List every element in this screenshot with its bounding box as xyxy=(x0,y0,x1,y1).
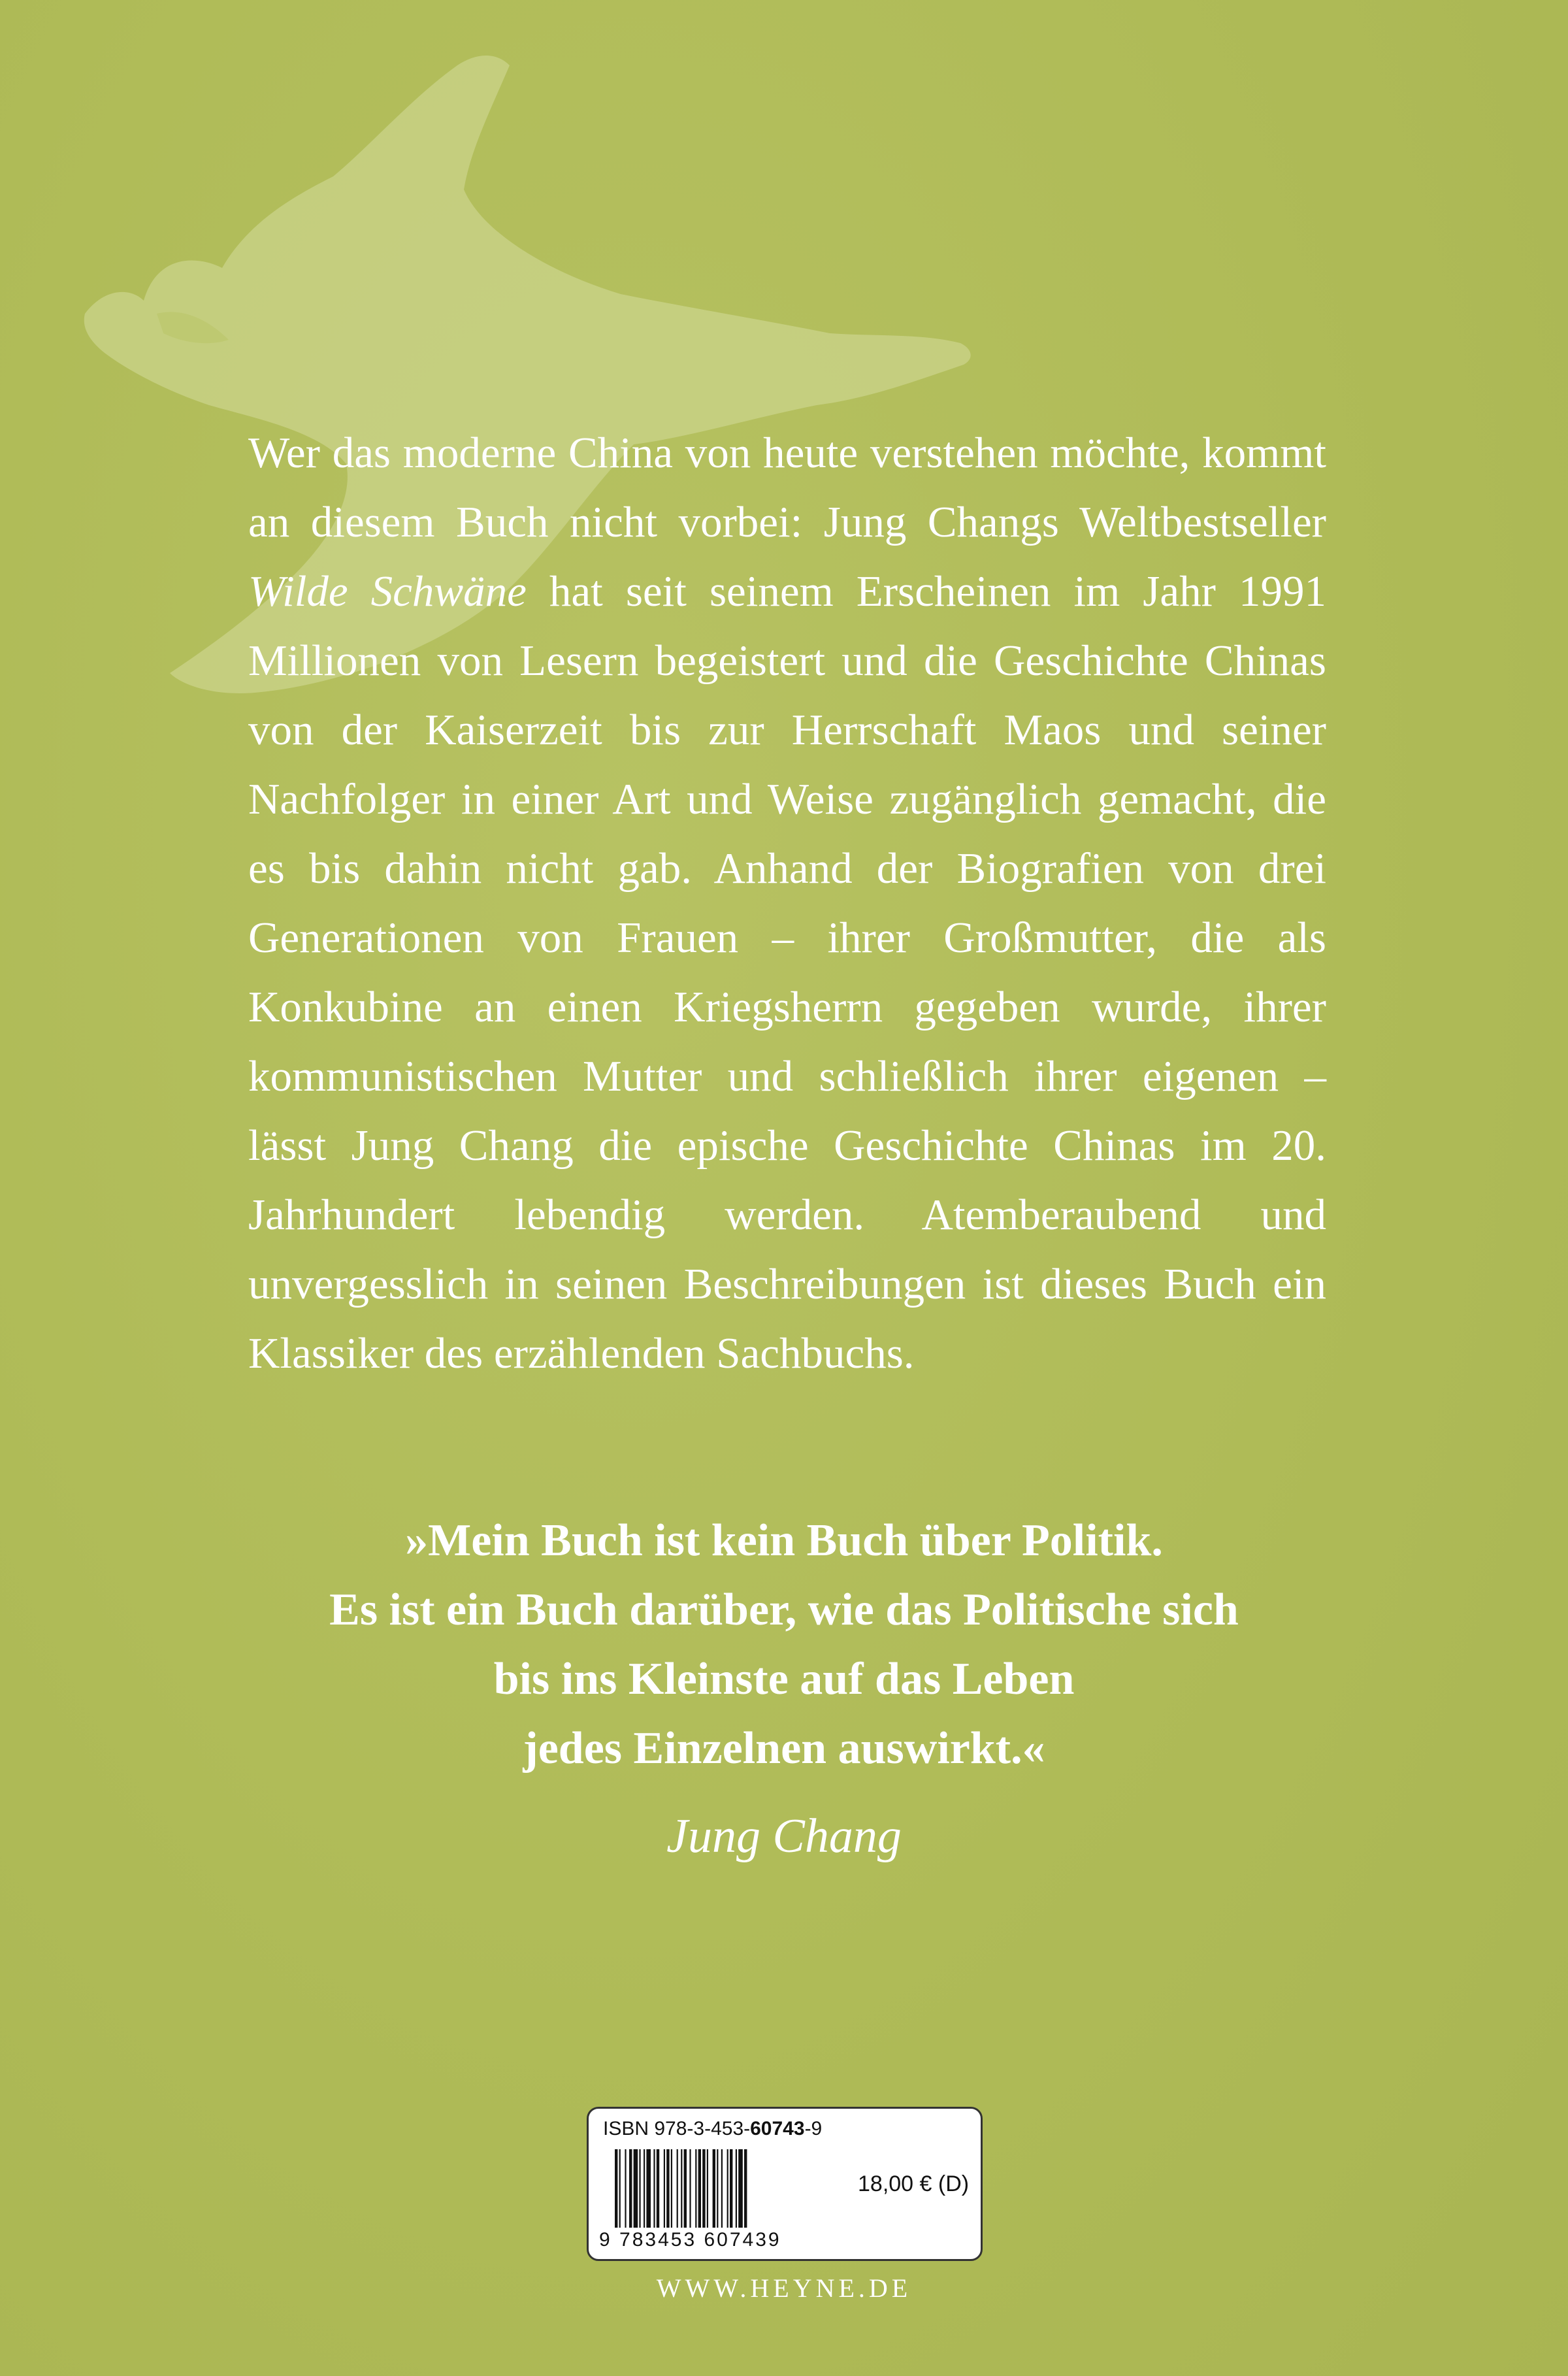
author-quote xyxy=(196,1506,1372,1783)
description-part-2: hat seit seinem Erscheinen im Jahr 1991 Millionen von Lesern begeistert und die Geschichte Chinas von der Kaiserzeit bis zur Herrschaft Maos und seiner Nachfolger in einer Art und Weise zugänglich gemacht, die es bis dahin nicht gab. Anhand der Biografien von drei Generationen von Frauen – ihrer Großmutter, die als Konkubine an einen Kriegsherrn gegeben wurde, ihrer kommunistischen Mutter und schließlich ihrer eigenen – lässt Jung Chang die epische Geschichte Chinas im 20. Jahrhundert lebendig werden. Atemberaubend und unvergesslich in seinen Beschreibungen ist dieses Buch ein Klassiker des erzählenden Sachbuchs. xyxy=(248,567,1326,1378)
barcode-bar xyxy=(744,2149,747,2228)
barcode-bars xyxy=(615,2149,850,2228)
barcode-bar xyxy=(738,2149,743,2228)
barcode-label xyxy=(587,2107,983,2261)
price-label: 18,00 € (D) xyxy=(858,2171,970,2196)
barcode-bar xyxy=(653,2149,655,2228)
barcode-bar xyxy=(684,2149,687,2228)
barcode-bar xyxy=(736,2149,737,2228)
barcode-bar xyxy=(695,2149,696,2228)
barcode-bar xyxy=(619,2149,621,2228)
isbn-suffix: -9 xyxy=(804,2118,823,2139)
barcode-bar xyxy=(644,2149,645,2228)
barcode-bar xyxy=(657,2149,659,2228)
barcode-bar xyxy=(707,2149,708,2228)
barcode-bar xyxy=(615,2149,617,2228)
isbn-bold-part: 60743 xyxy=(750,2118,805,2139)
barcode-bar xyxy=(634,2149,638,2228)
quote-line-3: bis ins Kleinste auf das Leben xyxy=(493,1654,1075,1704)
barcode-bar xyxy=(639,2149,640,2228)
barcode-bar xyxy=(689,2149,691,2228)
barcode-bar xyxy=(727,2149,728,2228)
book-title-italic: Wilde Schwäne xyxy=(248,567,527,616)
isbn-number xyxy=(603,2118,822,2140)
barcode-bar xyxy=(681,2149,682,2228)
quote-author: Jung Chang xyxy=(666,1809,902,1863)
quote-line-1: »Mein Buch ist kein Buch über Politik. xyxy=(405,1515,1163,1566)
quote-line-4: jedes Einzelnen auswirkt.« xyxy=(523,1723,1045,1774)
isbn-prefix: ISBN 978-3-453- xyxy=(603,2118,751,2139)
barcode-bar xyxy=(698,2149,701,2228)
barcode-bar xyxy=(666,2149,669,2228)
barcode-bar xyxy=(671,2149,672,2228)
barcode-bar xyxy=(721,2149,723,2228)
publisher-website: WWW.HEYNE.DE xyxy=(656,2273,912,2303)
description-part-1: Wer das moderne China von heute verstehen möchte, kommt an diesem Buch nicht vorbei: Jung Changs Weltbestseller xyxy=(248,429,1326,546)
quote-line-2: Es ist ein Buch darüber, wie das Politische sich xyxy=(329,1585,1239,1635)
barcode-bar xyxy=(646,2149,651,2228)
barcode-bar xyxy=(677,2149,678,2228)
barcode-bar xyxy=(664,2149,665,2228)
barcode-bar xyxy=(717,2149,718,2228)
barcode-bar xyxy=(713,2149,715,2228)
book-description xyxy=(248,418,1326,1388)
barcode-bar xyxy=(702,2149,705,2228)
barcode-bar xyxy=(629,2149,632,2228)
barcode-bar xyxy=(730,2149,732,2228)
barcode-bar xyxy=(625,2149,626,2228)
barcode-digits: 9 783453 607439 xyxy=(599,2229,781,2251)
